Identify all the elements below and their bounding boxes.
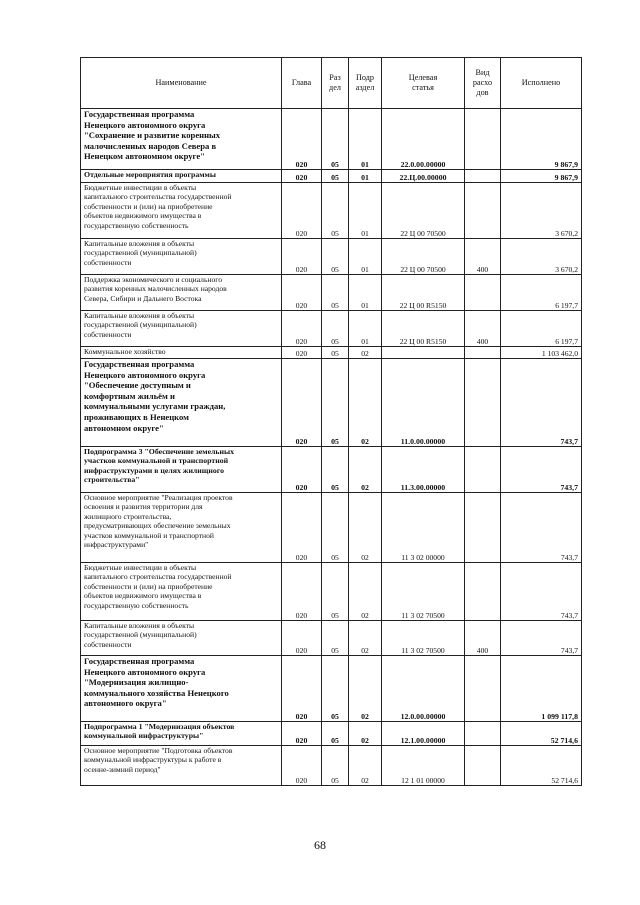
cell-exp-type <box>465 170 501 183</box>
cell-section: 05 <box>322 746 349 786</box>
cell-section: 05 <box>322 621 349 656</box>
cell-section: 05 <box>322 170 349 183</box>
table-row <box>81 170 582 183</box>
cell-executed: 9 867,9 <box>501 109 582 170</box>
cell-subsection: 02 <box>349 722 382 746</box>
table-row <box>81 347 582 359</box>
table-row <box>81 722 582 746</box>
cell-chapter: 020 <box>282 563 322 621</box>
cell-target: 22 Ц 00 R5150 <box>382 311 465 347</box>
cell-executed: 52 714,6 <box>501 746 582 786</box>
cell-name: Подпрограмма 3 "Обеспечение земельных участков коммунальной и транспортной инфраструктурами в целях жилищного строительства" <box>81 447 282 493</box>
cell-section: 05 <box>322 347 349 359</box>
cell-name: Отдельные мероприятия программы <box>81 170 282 183</box>
cell-chapter: 020 <box>282 239 322 275</box>
cell-executed: 743,7 <box>501 563 582 621</box>
cell-target: 11.0.00.00000 <box>382 359 465 447</box>
cell-section: 05 <box>322 563 349 621</box>
cell-chapter: 020 <box>282 347 322 359</box>
cell-chapter: 020 <box>282 170 322 183</box>
cell-target: 12.1.00.00000 <box>382 722 465 746</box>
table-row <box>81 239 582 275</box>
cell-chapter: 020 <box>282 311 322 347</box>
cell-section: 05 <box>322 359 349 447</box>
cell-subsection: 02 <box>349 447 382 493</box>
cell-name: Поддержка экономического и социального развития коренных малочисленных народов Севера, Сибири и Дальнего Востока <box>81 275 282 311</box>
table-row <box>81 447 582 493</box>
cell-exp-type <box>465 746 501 786</box>
table-row <box>81 493 582 563</box>
cell-chapter: 020 <box>282 359 322 447</box>
table-row <box>81 109 582 170</box>
cell-exp-type <box>465 275 501 311</box>
cell-chapter: 020 <box>282 621 322 656</box>
cell-name: Бюджетные инвестиции в объекты капитального строительства государственной собственности и (или) на приобретение объектов недвижимого имущества в государственную собственность <box>81 183 282 239</box>
cell-executed: 743,7 <box>501 621 582 656</box>
header-chapter: Глава <box>282 58 322 109</box>
cell-subsection: 01 <box>349 183 382 239</box>
table-row <box>81 275 582 311</box>
cell-exp-type <box>465 493 501 563</box>
cell-target: 12 1 01 00000 <box>382 746 465 786</box>
cell-chapter: 020 <box>282 109 322 170</box>
cell-executed: 3 670,2 <box>501 183 582 239</box>
cell-section: 05 <box>322 656 349 722</box>
cell-executed: 52 714,6 <box>501 722 582 746</box>
cell-chapter: 020 <box>282 493 322 563</box>
cell-section: 05 <box>322 109 349 170</box>
cell-executed: 6 197,7 <box>501 275 582 311</box>
cell-section: 05 <box>322 447 349 493</box>
cell-target <box>382 347 465 359</box>
table-row <box>81 656 582 722</box>
cell-section: 05 <box>322 183 349 239</box>
cell-executed: 1 099 117,8 <box>501 656 582 722</box>
cell-subsection: 01 <box>349 275 382 311</box>
table-row <box>81 359 582 447</box>
cell-target: 22.Ц.00.00000 <box>382 170 465 183</box>
cell-target: 22 Ц 00 70500 <box>382 183 465 239</box>
cell-subsection: 02 <box>349 746 382 786</box>
cell-subsection: 01 <box>349 239 382 275</box>
cell-name: Основное мероприятие "Реализация проектов освоения и развития территории для жилищного строительства, предусматривающих обеспечение земельных участков коммунальной и транспортной инфраструктурами" <box>81 493 282 563</box>
cell-exp-type: 400 <box>465 311 501 347</box>
cell-name: Государственная программа Ненецкого автономного округа "Модернизация жилищно- коммунального хозяйства Ненецкого автономного округа" <box>81 656 282 722</box>
cell-section: 05 <box>322 239 349 275</box>
cell-executed: 9 867,9 <box>501 170 582 183</box>
cell-exp-type <box>465 109 501 170</box>
cell-subsection: 02 <box>349 621 382 656</box>
header-section: Раз дел <box>322 58 349 109</box>
cell-name: Бюджетные инвестиции в объекты капитального строительства государственной собственности и (или) на приобретение объектов недвижимого имущества в государственную собственность <box>81 563 282 621</box>
cell-target: 11 3 02 00000 <box>382 493 465 563</box>
cell-name: Коммунальное хозяйство <box>81 347 282 359</box>
cell-executed: 1 103 462,0 <box>501 347 582 359</box>
cell-section: 05 <box>322 722 349 746</box>
cell-chapter: 020 <box>282 656 322 722</box>
cell-target: 22 Ц 00 70500 <box>382 239 465 275</box>
cell-target: 11 3 02 70500 <box>382 563 465 621</box>
cell-target: 11.3.00.00000 <box>382 447 465 493</box>
cell-executed: 743,7 <box>501 447 582 493</box>
cell-name: Основное мероприятие "Подготовка объектов коммунальной инфраструктуры к работе в осенне-зимний период" <box>81 746 282 786</box>
header-name: Наименование <box>81 58 282 109</box>
table-header-row <box>81 58 582 109</box>
cell-name: Подпрограмма 1 "Модернизация объектов коммунальной инфраструктуры" <box>81 722 282 746</box>
cell-subsection: 02 <box>349 563 382 621</box>
cell-section: 05 <box>322 275 349 311</box>
cell-section: 05 <box>322 311 349 347</box>
cell-target: 12.0.00.00000 <box>382 656 465 722</box>
table-row <box>81 621 582 656</box>
cell-subsection: 02 <box>349 359 382 447</box>
cell-chapter: 020 <box>282 746 322 786</box>
table-row <box>81 183 582 239</box>
cell-target: 22.0.00.00000 <box>382 109 465 170</box>
cell-exp-type: 400 <box>465 621 501 656</box>
table-row <box>81 311 582 347</box>
cell-name: Государственная программа Ненецкого автономного округа "Обеспечение доступным и комфортным жильём и коммунальными услугами граждан, проживающих в Ненецком автономном округе" <box>81 359 282 447</box>
header-exp-type: Вид расхо дов <box>465 58 501 109</box>
cell-exp-type <box>465 722 501 746</box>
table-row <box>81 746 582 786</box>
cell-exp-type <box>465 359 501 447</box>
header-subsection: Подр аздел <box>349 58 382 109</box>
cell-chapter: 020 <box>282 275 322 311</box>
page-number: 68 <box>314 838 326 852</box>
cell-subsection: 02 <box>349 656 382 722</box>
table-row <box>81 563 582 621</box>
cell-chapter: 020 <box>282 722 322 746</box>
cell-name: Капитальные вложения в объекты государственной (муниципальной) собственности <box>81 239 282 275</box>
cell-exp-type <box>465 183 501 239</box>
cell-exp-type <box>465 447 501 493</box>
cell-subsection: 01 <box>349 311 382 347</box>
cell-subsection: 02 <box>349 347 382 359</box>
cell-chapter: 020 <box>282 447 322 493</box>
cell-chapter: 020 <box>282 183 322 239</box>
cell-name: Капитальные вложения в объекты государственной (муниципальной) собственности <box>81 311 282 347</box>
cell-exp-type: 400 <box>465 239 501 275</box>
cell-exp-type <box>465 656 501 722</box>
cell-executed: 743,7 <box>501 359 582 447</box>
cell-exp-type <box>465 563 501 621</box>
budget-execution-table <box>80 57 582 786</box>
header-executed: Исполнено <box>501 58 582 109</box>
cell-subsection: 01 <box>349 109 382 170</box>
cell-executed: 3 670,2 <box>501 239 582 275</box>
cell-subsection: 01 <box>349 170 382 183</box>
cell-name: Капитальные вложения в объекты государственной (муниципальной) собственности <box>81 621 282 656</box>
cell-executed: 743,7 <box>501 493 582 563</box>
cell-name: Государственная программа Ненецкого автономного округа "Сохранение и развитие коренных малочисленных народов Севера в Ненецком автономном округе" <box>81 109 282 170</box>
cell-target: 11 3 02 70500 <box>382 621 465 656</box>
cell-target: 22 Ц 00 R5150 <box>382 275 465 311</box>
cell-subsection: 02 <box>349 493 382 563</box>
header-target: Целевая статья <box>382 58 465 109</box>
cell-exp-type <box>465 347 501 359</box>
cell-executed: 6 197,7 <box>501 311 582 347</box>
cell-section: 05 <box>322 493 349 563</box>
